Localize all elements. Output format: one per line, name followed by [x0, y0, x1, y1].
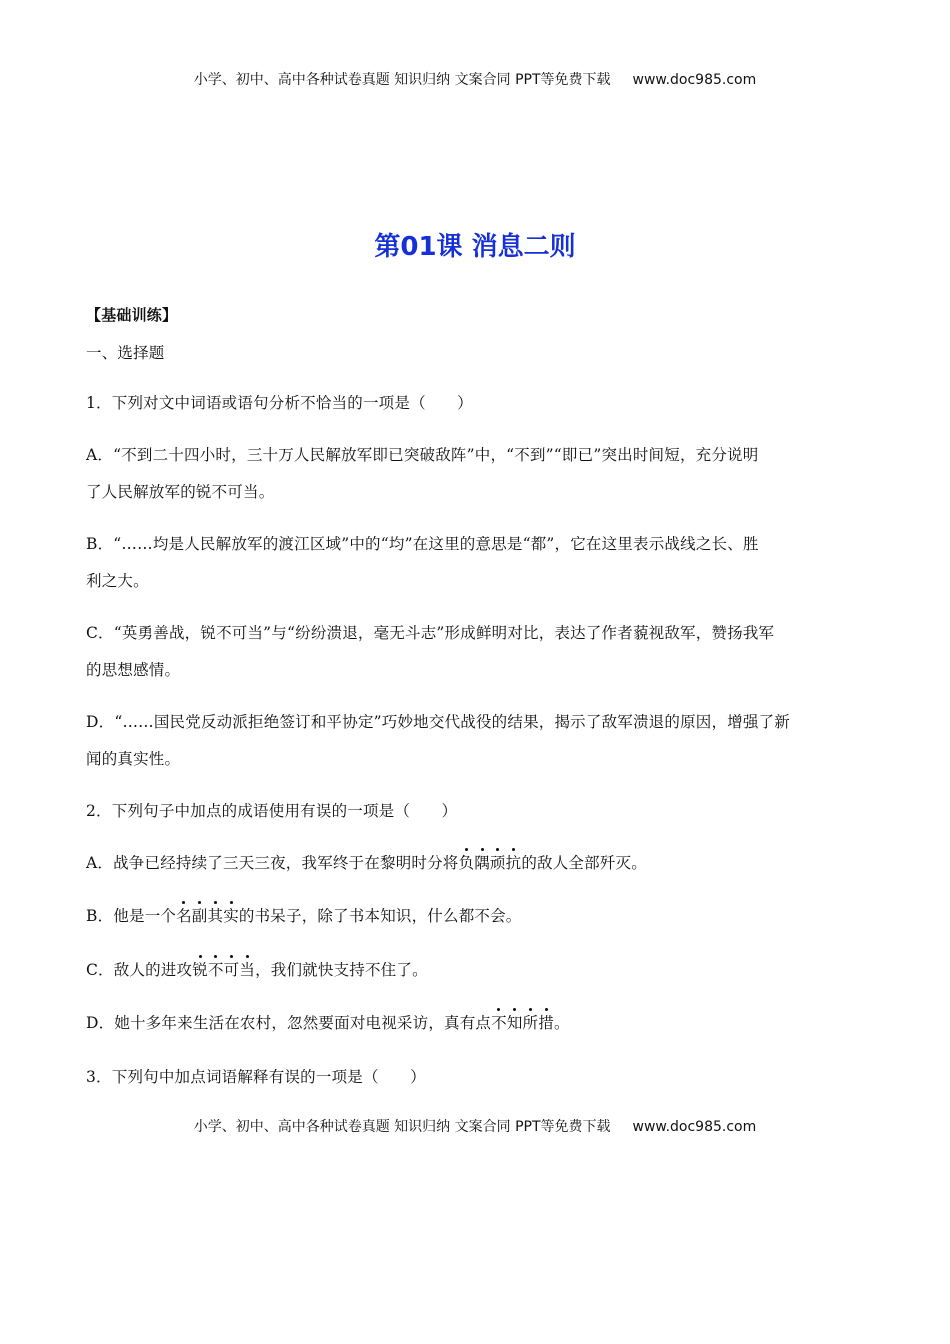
dotted-char: 实	[223, 907, 239, 925]
q1-option-c-line2: 的思想感情。	[86, 661, 181, 679]
page-footer	[0, 1116, 950, 1136]
section-heading: 【基础训练】	[86, 306, 178, 324]
dotted-char: 锐	[192, 961, 208, 979]
q2-a-text-end: 的敌人全部歼灭。	[521, 854, 647, 872]
q2-b-text-end: 的书呆子，除了书本知识，什么都不会。	[238, 907, 522, 925]
q2-a-text: A．战争已经持续了三天三夜，我军终于在黎明时分将	[86, 854, 459, 872]
q1-option-b-line1: B．“……均是人民解放军的渡江区域”中的“均”在这里的意思是“都”，它在这里表示战线之长、胜	[86, 535, 759, 553]
page-title: 第01课 消息二则	[374, 232, 576, 262]
part-heading: 一、选择题	[86, 344, 165, 362]
dotted-char: 不	[491, 1014, 507, 1032]
header-text: 小学、初中、高中各种试卷真题 知识归纳 文案合同 PPT等免费下载	[193, 72, 611, 88]
q1-option-d-line1: D．“……国民党反动派拒绝签订和平协定”巧妙地交代战役的结果，揭示了敌军溃退的原因，增强了新	[86, 713, 790, 731]
q2-option-c	[86, 959, 866, 981]
dotted-char: 措	[538, 1014, 554, 1032]
question-1-stem: 1．下列对文中词语或语句分析不恰当的一项是（ ）	[86, 394, 473, 412]
q2-c-text-end: ，我们就快支持不住了。	[255, 961, 428, 979]
q2-b-text: B．他是一个	[86, 907, 177, 925]
q1-option-a-line1: A．“不到二十四小时，三十万人民解放军即已突破敌阵”中，“不到”“即已”突出时间短，充分说明	[86, 446, 759, 464]
page-header	[0, 69, 950, 89]
dotted-char: 顽	[489, 854, 506, 872]
q1-option-b-line2: 利之大。	[86, 572, 149, 590]
q1-option-d-line2: 闻的真实性。	[86, 750, 181, 768]
q1-option-a-line2: 了人民解放军的锐不可当。	[86, 483, 275, 501]
q2-d-text: D．她十多年来生活在农村，忽然要面对电视采访，真有点	[86, 1014, 492, 1032]
dotted-char: 不	[207, 961, 224, 979]
question-2-stem: 2．下列句子中加点的成语使用有误的一项是（ ）	[86, 802, 458, 820]
q2-option-b	[86, 905, 866, 927]
header-site-link[interactable]: www.doc985.com	[632, 72, 757, 88]
dotted-char: 副	[191, 907, 208, 925]
dotted-char: 知	[506, 1014, 523, 1032]
footer-text: 小学、初中、高中各种试卷真题 知识归纳 文案合同 PPT等免费下载	[193, 1119, 611, 1135]
dotted-char: 当	[239, 961, 256, 979]
dotted-char: 隅	[474, 854, 490, 872]
footer-site-link[interactable]: www.doc985.com	[632, 1119, 757, 1135]
dotted-char: 可	[223, 961, 240, 979]
dotted-char: 抗	[505, 854, 522, 872]
q2-c-text: C．敌人的进攻	[86, 961, 193, 979]
q1-option-c-line1: C．“英勇善战，锐不可当”与“纷纷溃退，毫无斗志”形成鲜明对比，表达了作者藐视敌军，赞扬我军	[86, 624, 775, 642]
dotted-char: 其	[207, 907, 224, 925]
question-3-stem: 3．下列句中加点词语解释有误的一项是（ ）	[86, 1068, 426, 1086]
dotted-char: 名	[176, 907, 192, 925]
dotted-char: 负	[458, 854, 475, 872]
q2-d-text-end: 。	[553, 1014, 570, 1032]
q2-option-d	[86, 1012, 866, 1034]
dotted-char: 所	[522, 1014, 539, 1032]
q2-option-a	[86, 852, 866, 874]
